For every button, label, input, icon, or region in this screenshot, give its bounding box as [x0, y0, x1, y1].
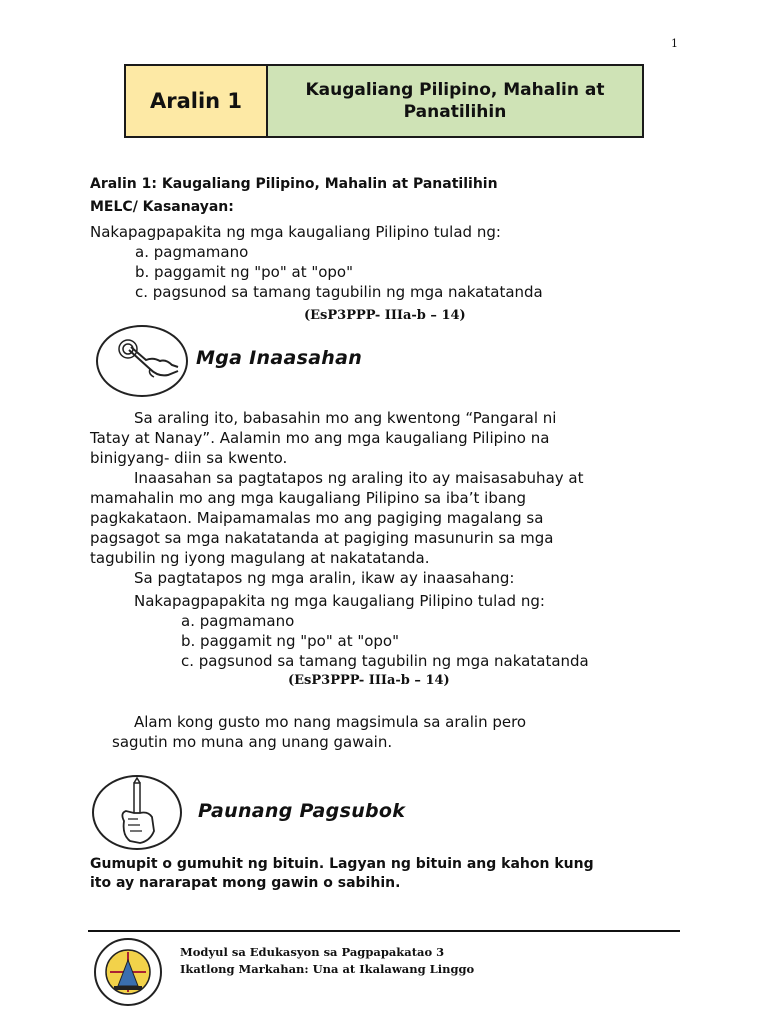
lesson-title-box	[124, 64, 644, 138]
text-line: Alam kong gusto mo nang magsimula sa aralin pero	[134, 713, 527, 731]
inaasahan-paragraph-1	[90, 408, 690, 468]
lesson-heading: Aralin 1: Kaugaliang Pilipino, Mahalin at Panatilihin	[90, 176, 498, 192]
melc-item: c. pagsunod sa tamang tagubilin ng mga nakatatanda	[135, 283, 543, 301]
text-line: tagubilin ng iyong magulang at nakatatanda.	[90, 549, 430, 567]
pagsubok-instruction	[90, 855, 594, 893]
inaasahan-item: b. paggamit ng "po" at "opo"	[181, 632, 400, 650]
footer-module-title: Modyul sa Edukasyon sa Pagpapakatao 3	[180, 945, 445, 959]
footer-divider	[88, 930, 680, 932]
text-line: sagutin mo muna ang unang gawain.	[112, 733, 393, 751]
pointing-hand-icon	[96, 325, 188, 397]
melc-label: MELC/ Kasanayan:	[90, 199, 234, 215]
melc-item: b. paggamit ng "po" at "opo"	[135, 263, 354, 281]
page-number: 1	[671, 37, 678, 50]
lesson-title: Kaugaliang Pilipino, Mahalin at Panatilihin	[268, 66, 642, 136]
lesson-label: Aralin 1	[126, 66, 268, 136]
melc-competency: Nakapagpapakita ng mga kaugaliang Pilipino tulad ng:	[90, 223, 501, 241]
hand-holding-pencil-icon	[92, 775, 182, 850]
text-line: Tatay at Nanay”. Aalamin mo ang mga kaugaliang Pilipino na	[90, 429, 550, 447]
text-line: Sa araling ito, babasahin mo ang kwentong “Pangaral ni	[134, 409, 557, 427]
inaasahan-competency: Nakapagpapakita ng mga kaugaliang Pilipino tulad ng:	[134, 592, 545, 610]
footer-quarter: Ikatlong Markahan: Una at Ikalawang Linggo	[180, 962, 475, 976]
inaasahan-paragraph-3: Sa pagtatapos ng mga aralin, ikaw ay inaasahang:	[134, 569, 515, 587]
inaasahan-code: (EsP3PPP- IIIa-b – 14)	[288, 673, 450, 688]
text-line: Gumupit o gumuhit ng bituin. Lagyan ng bituin ang kahon kung	[90, 856, 594, 872]
text-line: pagkakataon. Maipamamalas mo ang pagiging magalang sa	[90, 509, 544, 527]
inaasahan-paragraph-2	[90, 468, 690, 568]
text-line: Inaasahan sa pagtatapos ng araling ito ay maisasabuhay at	[134, 469, 584, 487]
pagsubok-title: Paunang Pagsubok	[198, 800, 406, 822]
inaasahan-paragraph-4	[90, 712, 690, 752]
inaasahan-item: a. pagmamano	[181, 612, 295, 630]
text-line: ito ay nararapat mong gawin o sabihin.	[90, 875, 401, 891]
melc-item: a. pagmamano	[135, 243, 249, 261]
inaasahan-title: Mga Inaasahan	[196, 347, 363, 369]
melc-code: (EsP3PPP- IIIa-b – 14)	[304, 308, 466, 323]
text-line: pagsagot sa mga nakatatanda at pagiging masunurin sa mga	[90, 529, 554, 547]
inaasahan-item: c. pagsunod sa tamang tagubilin ng mga nakatatanda	[181, 652, 589, 670]
division-logo	[88, 936, 168, 1008]
text-line: mamahalin mo ang mga kaugaliang Pilipino sa iba’t ibang	[90, 489, 527, 507]
text-line: binigyang- diin sa kwento.	[90, 449, 288, 467]
